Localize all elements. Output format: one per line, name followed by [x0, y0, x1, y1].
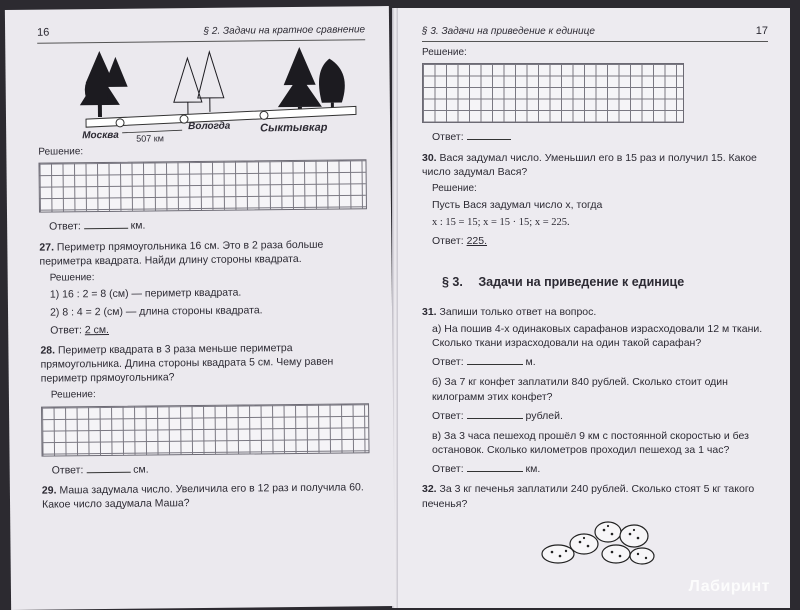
- route-illustration: [37, 40, 366, 144]
- solution-step: 2) 8 : 4 = 2 (см) — длина стороны квадрата.: [49, 303, 263, 319]
- task-intro: Запиши только ответ на вопрос.: [439, 305, 597, 318]
- distance-label: 507 км: [136, 133, 164, 144]
- answer-suffix: м.: [525, 356, 536, 369]
- task-text: Периметр квадрата в 3 раза меньше периметра прямоугольника. Длина стороны квадрата 5 см. Чему равен периметр прямоугольника?: [40, 341, 334, 385]
- task-part-a: а) На пошив 4-х одинаковых сарафанов израсходовали 12 м ткани. Сколько ткани израсходовали на один такой сарафан?: [432, 322, 763, 350]
- answer-line: [52, 459, 370, 478]
- answer-prefix: Ответ:: [432, 234, 464, 247]
- answer-prefix: Ответ:: [50, 323, 82, 337]
- answer-prefix: Ответ:: [49, 220, 81, 233]
- task-number: 29.: [41, 484, 57, 497]
- solution-step: Пусть Вася задумал число x, тогда: [432, 199, 603, 212]
- task-text: Маша задумала число. Увеличила его в 12 раз и получила 60. Какое число задумала Маша?: [41, 481, 364, 511]
- answer-blank[interactable]: [86, 462, 130, 473]
- solution-label: Решение:: [50, 389, 96, 401]
- answer-suffix: км.: [525, 463, 541, 476]
- answer-prefix: Ответ:: [432, 356, 464, 369]
- right-page-number: 17: [755, 25, 768, 37]
- section-heading: [442, 274, 768, 291]
- answer-suffix: см.: [133, 463, 149, 476]
- task-31: [422, 305, 768, 319]
- answer-line: [432, 234, 768, 248]
- task-text: Вася задумал число. Уменьшил его в 15 раз и получил 15. Какое число задумал Вася?: [422, 151, 757, 178]
- answer-line: [50, 320, 368, 338]
- section-title: Задачи на приведение к единице: [478, 274, 685, 289]
- solution-label: Решение:: [422, 46, 467, 58]
- answer-blank[interactable]: [467, 461, 523, 472]
- task-text: За 3 кг печенья заплатили 240 рублей. Сколько стоят 5 кг такого печенья?: [422, 483, 755, 510]
- solution-grid[interactable]: [38, 160, 367, 213]
- task-number: 31.: [422, 305, 437, 318]
- answer-blank[interactable]: [467, 408, 523, 419]
- answer-prefix: Ответ:: [432, 409, 464, 422]
- task-number: 27.: [39, 241, 55, 254]
- right-page: [398, 8, 790, 608]
- right-section-header: § 3. Задачи на приведение к единице: [422, 26, 595, 38]
- right-running-head: [422, 8, 768, 42]
- section-number: § 3.: [442, 274, 463, 289]
- task-number: 28.: [40, 344, 56, 357]
- answer-value: 225.: [466, 234, 488, 247]
- answer-blank[interactable]: [467, 129, 511, 140]
- answer-blank[interactable]: [84, 218, 128, 229]
- solution-step: x : 15 = 15; x = 15 · 15; x = 225.: [432, 216, 570, 228]
- answer-prefix: Ответ:: [432, 463, 464, 476]
- task-number: 30.: [422, 151, 437, 164]
- solution-grid[interactable]: [41, 403, 370, 456]
- left-running-head: [37, 6, 365, 43]
- answer-prefix: Ответ:: [432, 131, 464, 144]
- task-29: [42, 480, 370, 512]
- solution-label: Решение:: [38, 146, 84, 158]
- answer-line: [432, 408, 768, 423]
- cookies-illustration: [538, 514, 658, 568]
- city-syktyvkar: Сыктывкар: [260, 121, 328, 135]
- left-section-header: § 2. Задачи на кратное сравнение: [203, 24, 366, 38]
- answer-line: [432, 129, 768, 144]
- task-number: 32.: [422, 483, 437, 496]
- task-text: Периметр прямоугольника 16 см. Это в 2 раза больше периметра квадрата. Найди длину стороны квадрата.: [39, 238, 324, 268]
- city-vologda: Вологда: [188, 120, 231, 132]
- task-part-b: б) За 7 кг конфет заплатили 840 рублей. Сколько стоит один килограмм этих конфет?: [432, 376, 728, 403]
- answer-line: [432, 354, 768, 369]
- task-30: [422, 151, 768, 179]
- answer-value: 2 см.: [84, 323, 110, 336]
- solution-label: Решение:: [432, 182, 477, 194]
- task-part-c: в) За 3 часа пешеход прошёл 9 км с постоянной скоростью и без остановок. Сколько километров проходил пешеход за 1 час?: [432, 429, 749, 457]
- left-page: [5, 6, 395, 610]
- answer-blank[interactable]: [467, 354, 523, 365]
- answer-prefix: Ответ:: [51, 464, 84, 477]
- solution-label: Решение:: [49, 271, 95, 284]
- watermark-logo: Лабиринт: [688, 578, 770, 596]
- answer-line: [49, 216, 367, 235]
- answer-line: [432, 461, 768, 476]
- solution-step: 1) 16 : 2 = 8 (см) — периметр квадрата.: [49, 286, 242, 301]
- city-moscow: Москва: [82, 129, 119, 142]
- left-page-number: 16: [37, 26, 50, 39]
- solution-grid[interactable]: [422, 63, 684, 123]
- task-27: [39, 237, 367, 269]
- task-28: [40, 340, 368, 386]
- answer-suffix: км.: [130, 219, 146, 233]
- answer-suffix: рублей.: [525, 409, 563, 422]
- task-32: [422, 482, 768, 510]
